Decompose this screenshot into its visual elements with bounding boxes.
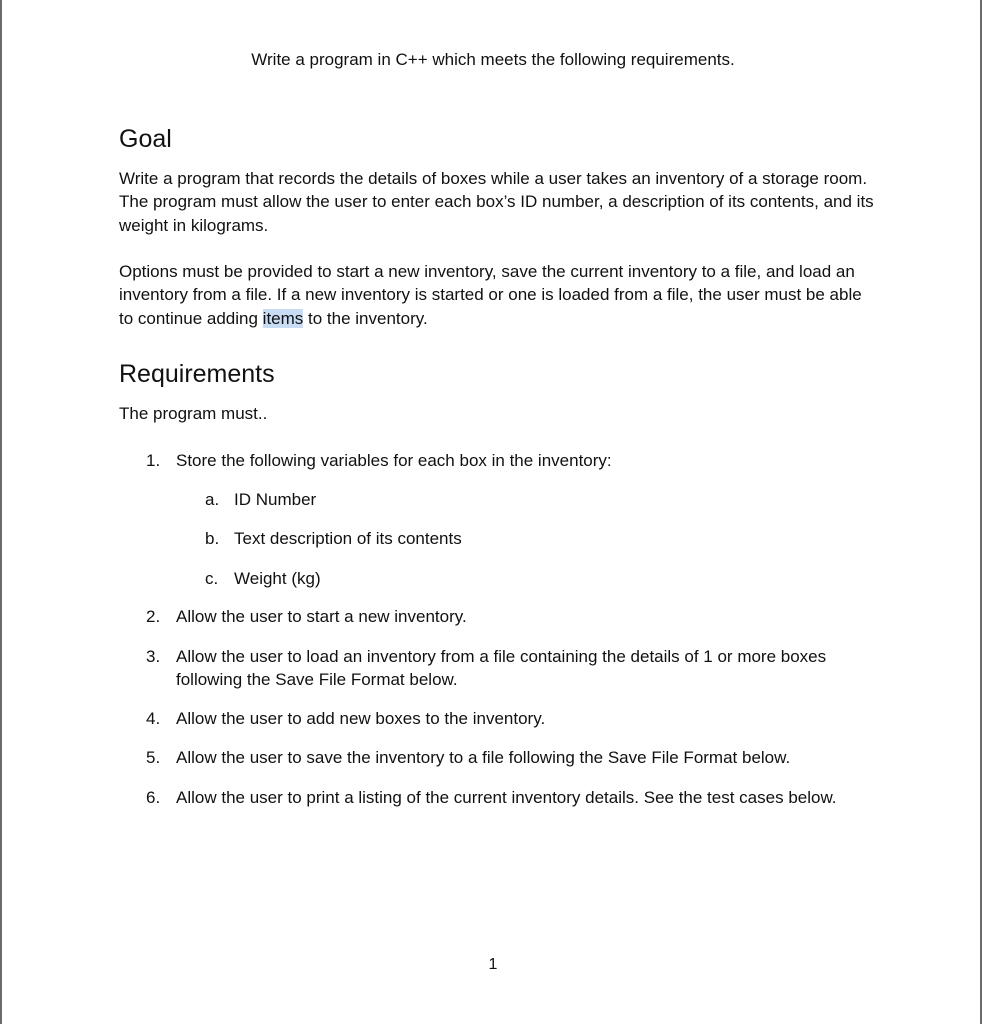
goal-paragraph-2-end: to the inventory. xyxy=(303,308,428,328)
list-item-text: Allow the user to start a new inventory. xyxy=(176,607,467,626)
list-item-text: Allow the user to load an inventory from a file containing the details of 1 or more boxes following the Save File Format below. xyxy=(176,647,827,689)
requirements-lead: The program must.. xyxy=(119,404,268,423)
list-item-marker: 5. xyxy=(146,748,161,767)
goal-paragraph-1: Write a program that records the details of boxes while a user takes an inventory of a storage room. The program must allow the user to enter each box’s ID number, a description of its contents, and its weight in kilograms. xyxy=(119,169,874,235)
sub-list-item-marker: a. xyxy=(205,490,220,509)
intro-line: Write a program in C++ which meets the following requirements. xyxy=(251,50,735,69)
sub-list-item-text: Text description of its contents xyxy=(234,529,462,548)
list-item-marker: 2. xyxy=(146,607,161,626)
list-item-marker: 3. xyxy=(146,647,161,666)
requirements-heading: Requirements xyxy=(119,360,275,388)
page-number: 1 xyxy=(488,956,498,973)
goal-paragraph-2 xyxy=(119,260,879,330)
list-item-text: Store the following variables for each box in the inventory: xyxy=(176,451,612,470)
list-item-marker: 6. xyxy=(146,788,161,807)
goal-heading: Goal xyxy=(119,125,172,153)
goal-paragraph-2-start: Options must be provided to start a new inventory, save the current inventory to a file, and load an inventory from a file. If a new inventory is started or one is loaded from a file, the user must be able to continue adding xyxy=(119,262,862,328)
list-item-text: Allow the user to save the inventory to a file following the Save File Format below. xyxy=(176,748,791,767)
sub-list-item-text: ID Number xyxy=(234,490,317,509)
sub-list-item-text: Weight (kg) xyxy=(234,569,321,588)
sub-list-item-marker: b. xyxy=(205,529,220,548)
list-item-marker: 1. xyxy=(146,451,161,470)
list-item-text: Allow the user to print a listing of the current inventory details. See the test cases below. xyxy=(176,788,837,807)
sub-list-item-marker: c. xyxy=(205,569,219,588)
list-item-marker: 4. xyxy=(146,709,161,728)
highlighted-word[interactable]: items xyxy=(262,308,304,328)
list-item-text: Allow the user to add new boxes to the inventory. xyxy=(176,709,546,728)
